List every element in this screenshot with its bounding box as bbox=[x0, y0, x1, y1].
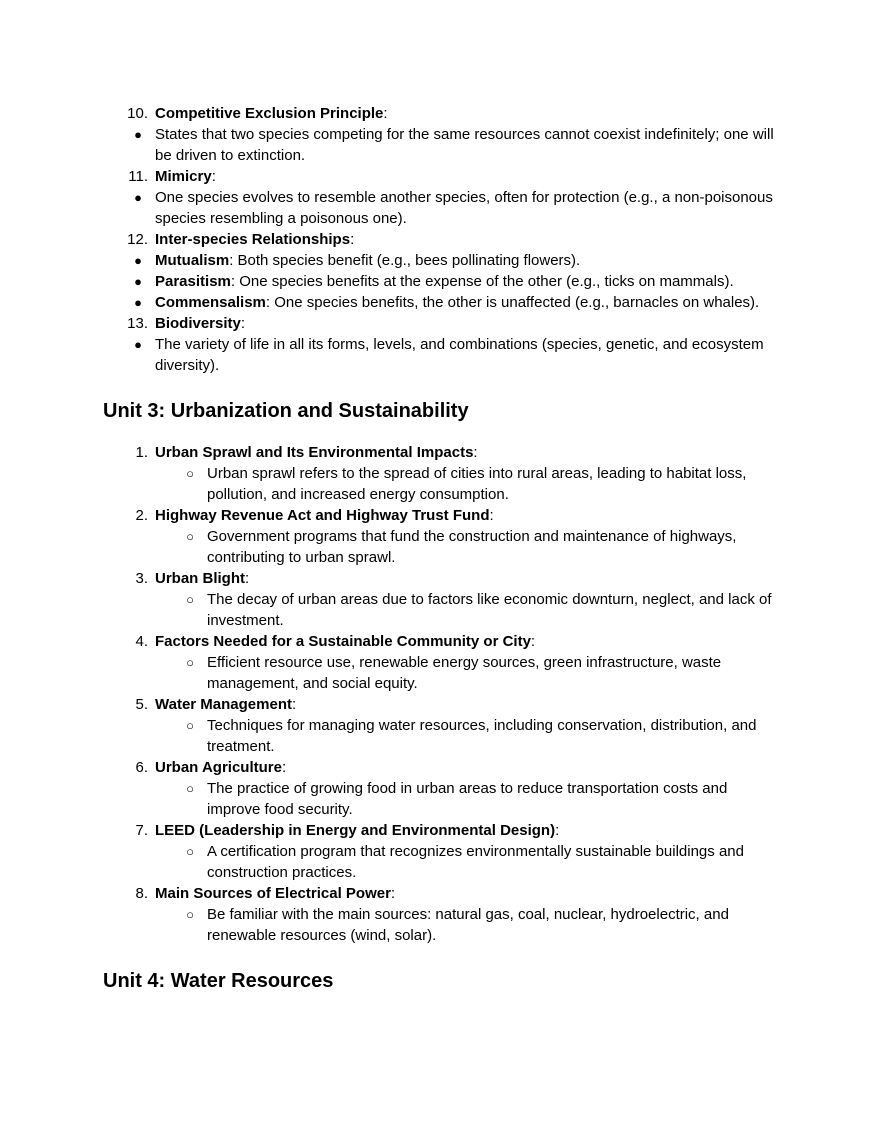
sub-bullet-item bbox=[103, 589, 777, 631]
hollow-bullet-icon: ○ bbox=[186, 655, 194, 670]
bullet-icon: ● bbox=[134, 190, 142, 205]
term-sep: : bbox=[350, 231, 355, 248]
list-item-text bbox=[155, 694, 777, 715]
list-item bbox=[103, 313, 777, 334]
sub-bullet-text: Efficient resource use, renewable energy sources, green infrastructure, waste management, and social equity. bbox=[207, 654, 722, 692]
term-bold: Urban Blight bbox=[155, 570, 245, 587]
list-item-text bbox=[155, 883, 777, 904]
bullet-body: : One species benefits at the expense of the other (e.g., ticks on mammals). bbox=[230, 273, 734, 290]
bullet-text bbox=[155, 271, 777, 292]
list-number: 11. bbox=[128, 168, 148, 185]
sub-bullet-item bbox=[103, 904, 777, 946]
list-item-text bbox=[155, 442, 777, 463]
list-item bbox=[103, 631, 777, 652]
term-sep: : bbox=[489, 507, 494, 524]
list-number: 8. bbox=[135, 885, 148, 902]
unit3-heading: Unit 3: Urbanization and Sustainability bbox=[103, 400, 469, 422]
sub-bullet-text: The decay of urban areas due to factors like economic downturn, neglect, and lack of investment. bbox=[207, 591, 772, 629]
list-number: 2. bbox=[135, 507, 148, 524]
list-item-text bbox=[155, 313, 777, 334]
term-bold: Highway Revenue Act and Highway Trust Fund bbox=[155, 507, 490, 524]
list-number: 7. bbox=[135, 822, 148, 839]
list-item-text bbox=[155, 820, 777, 841]
hollow-bullet-icon: ○ bbox=[186, 592, 194, 607]
term-bold: Main Sources of Electrical Power bbox=[155, 885, 391, 902]
sub-bullet-item bbox=[103, 652, 777, 694]
term-sep: : bbox=[245, 570, 250, 587]
sub-bullet-text: Urban sprawl refers to the spread of cities into rural areas, leading to habitat loss, pollution, and increased energy consumption. bbox=[207, 465, 747, 503]
term-sep: : bbox=[473, 444, 478, 461]
term-bold: LEED (Leadership in Energy and Environmental Design) bbox=[155, 822, 556, 839]
list-item bbox=[103, 757, 777, 778]
list-item-text bbox=[155, 103, 777, 124]
term-sep: : bbox=[555, 822, 560, 839]
bullet-text bbox=[155, 292, 777, 313]
term-bold: Competitive Exclusion Principle bbox=[155, 105, 384, 122]
list-number: 3. bbox=[135, 570, 148, 587]
term-bold: Water Management bbox=[155, 696, 292, 713]
bullet-term: Mutualism bbox=[155, 252, 230, 269]
term-bold: Inter-species Relationships bbox=[155, 231, 351, 248]
term-sep: : bbox=[281, 759, 287, 776]
list-item-text bbox=[155, 229, 777, 250]
sub-bullet-text: The practice of growing food in urban areas to reduce transportation costs and improve food security. bbox=[207, 780, 728, 818]
list-item bbox=[103, 166, 777, 187]
bullet-text bbox=[155, 124, 777, 166]
term-sep: : bbox=[211, 168, 216, 185]
hollow-bullet-icon: ○ bbox=[186, 844, 194, 859]
term-sep: : bbox=[390, 885, 396, 902]
list-number: 10. bbox=[127, 105, 148, 122]
sub-bullet-item bbox=[103, 526, 777, 568]
bullet-body: : One species benefits, the other is unaffected (e.g., barnacles on whales). bbox=[265, 294, 760, 311]
list-item bbox=[103, 229, 777, 250]
bullet-term: Parasitism bbox=[155, 273, 231, 290]
bullet-item bbox=[103, 250, 777, 271]
sub-bullet-text: Be familiar with the main sources: natural gas, coal, nuclear, hydroelectric, and renewable resources (wind, solar). bbox=[207, 906, 729, 944]
term-sep: : bbox=[240, 315, 246, 332]
list-number: 12. bbox=[127, 231, 148, 248]
list-item bbox=[103, 505, 777, 526]
bullet-body: States that two species competing for the same resources cannot coexist indefinitely; one will be driven to extinction. bbox=[155, 126, 774, 164]
list-number: 5. bbox=[135, 696, 148, 713]
term-sep: : bbox=[530, 633, 536, 650]
bullet-item bbox=[103, 187, 777, 229]
bullet-text bbox=[155, 250, 777, 271]
list-item bbox=[103, 103, 777, 124]
sub-bullet-item bbox=[103, 778, 777, 820]
list-number: 1. bbox=[135, 444, 148, 461]
bullet-icon: ● bbox=[134, 127, 142, 142]
bullet-term: Commensalism bbox=[155, 294, 266, 311]
list-number: 13. bbox=[127, 315, 148, 332]
bullet-text bbox=[155, 334, 777, 376]
list-item-text bbox=[155, 757, 777, 778]
bullet-icon: ● bbox=[134, 295, 142, 310]
list-number: 6. bbox=[135, 759, 148, 776]
term-bold: Factors Needed for a Sustainable Community or City bbox=[155, 633, 531, 650]
list-number: 4. bbox=[135, 633, 148, 650]
bullet-text bbox=[155, 187, 777, 229]
hollow-bullet-icon: ○ bbox=[186, 466, 194, 481]
term-bold: Urban Agriculture bbox=[155, 759, 282, 776]
list-item-text bbox=[155, 505, 777, 526]
list-item bbox=[103, 883, 777, 904]
bullet-item bbox=[103, 292, 777, 313]
list-item-text bbox=[155, 568, 777, 589]
bullet-icon: ● bbox=[134, 274, 142, 289]
term-sep: : bbox=[291, 696, 297, 713]
list-item bbox=[103, 568, 777, 589]
bullet-item bbox=[103, 334, 777, 376]
hollow-bullet-icon: ○ bbox=[186, 907, 194, 922]
hollow-bullet-icon: ○ bbox=[186, 718, 194, 733]
sub-bullet-item bbox=[103, 841, 777, 883]
bullet-body: The variety of life in all its forms, levels, and combinations (species, genetic, and ecosystem diversity). bbox=[155, 336, 764, 374]
bullet-body: : Both species benefit (e.g., bees pollinating flowers). bbox=[229, 252, 581, 269]
list-item-text bbox=[155, 166, 777, 187]
list-item bbox=[103, 694, 777, 715]
list-item bbox=[103, 820, 777, 841]
bullet-body: One species evolves to resemble another species, often for protection (e.g., a non-poisonous species resembling a poisonous one). bbox=[155, 189, 773, 227]
sub-bullet-text: A certification program that recognizes environmentally sustainable buildings and construction practices. bbox=[207, 843, 744, 881]
term-bold: Biodiversity bbox=[155, 315, 241, 332]
bullet-item bbox=[103, 124, 777, 166]
bullet-icon: ● bbox=[134, 337, 142, 352]
bullet-item bbox=[103, 271, 777, 292]
hollow-bullet-icon: ○ bbox=[186, 781, 194, 796]
sub-bullet-item bbox=[103, 463, 777, 505]
term-bold: Mimicry bbox=[155, 168, 212, 185]
sub-bullet-text: Techniques for managing water resources, including conservation, distribution, and treatment. bbox=[207, 717, 757, 755]
unit4-heading: Unit 4: Water Resources bbox=[103, 970, 334, 992]
list-item-text bbox=[155, 631, 777, 652]
sub-bullet-text: Government programs that fund the construction and maintenance of highways, contributing to urban sprawl. bbox=[207, 528, 737, 566]
hollow-bullet-icon: ○ bbox=[186, 529, 194, 544]
term-sep: : bbox=[383, 105, 388, 122]
list-item bbox=[103, 442, 777, 463]
sub-bullet-item bbox=[103, 715, 777, 757]
term-bold: Urban Sprawl and Its Environmental Impacts bbox=[155, 444, 474, 461]
bullet-icon: ● bbox=[134, 253, 142, 268]
